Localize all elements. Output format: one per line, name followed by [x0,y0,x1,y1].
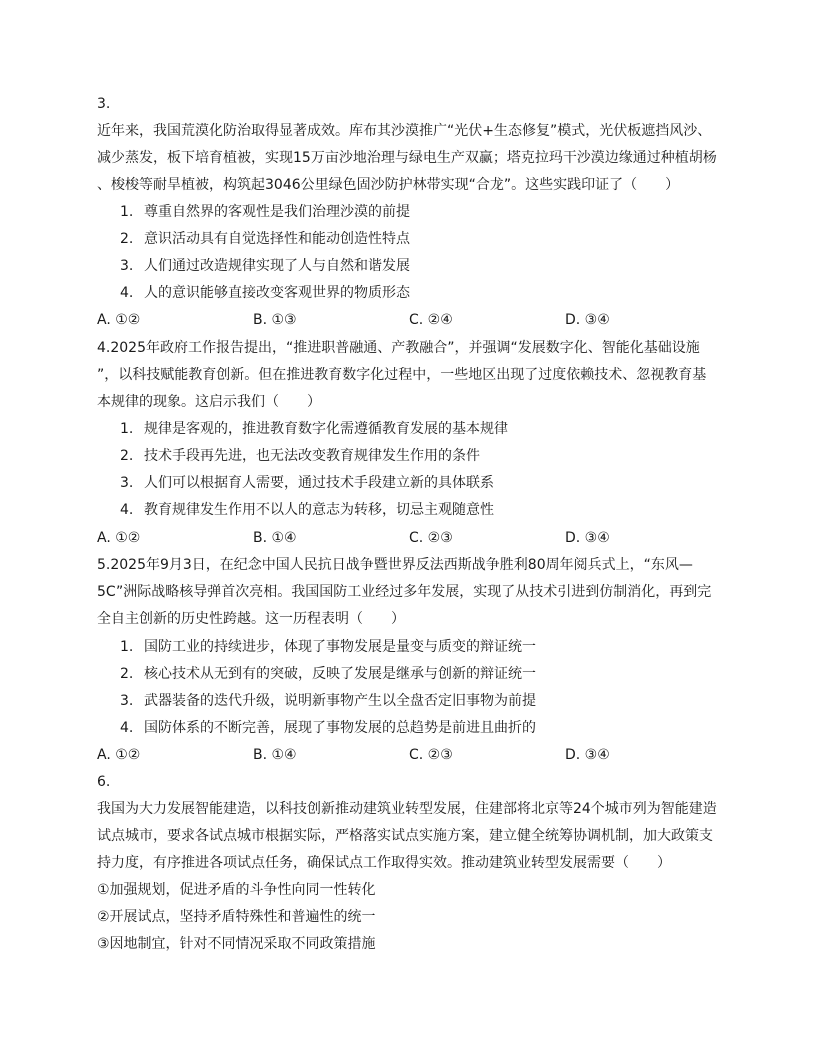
q5-stem-line-1: 5.2025年9月3日，在纪念中国人民抗日战争暨世界反法西斯战争胜利80周年阅兵式上，“东风— [97,557,693,573]
q5-item-1 [120,637,536,657]
q3-stem-line-2: 减少蒸发，板下培育植被，实现15万亩沙地治理与绿电生产双赢；塔克拉玛干沙漠边缘通过种植胡杨 [97,150,717,166]
q6-item-3: ③因地制宜，针对不同情况采取不同政策措施 [97,936,376,952]
q5-item-4-number: 4. [120,720,134,736]
q3-item-4-number: 4. [120,285,134,301]
q5-options [97,745,717,765]
q3-item-4-text: 人的意识能够直接改变客观世界的物质形态 [144,285,410,301]
q3-item-1-number: 1. [120,204,134,220]
q6-stem-line-1: 我国为大力发展智能建造，以科技创新推动建筑业转型发展，住建部将北京等24个城市列为智能建造 [97,801,717,817]
q4-item-4-text: 教育规律发生作用不以人的意志为转移，切忌主观随意性 [144,502,494,518]
q5-item-2-text: 核心技术从无到有的突破，反映了发展是继承与创新的辩证统一 [144,666,536,682]
q5-option-a[interactable]: A. ①② [97,747,141,763]
q4-option-a[interactable]: A. ①② [97,530,141,546]
q5-stem-line-3: 全自主创新的历史性跨越。这一历程表明（ ） [97,611,405,627]
q4-item-1-number: 1. [120,421,134,437]
q4-item-4 [120,500,494,520]
q3-option-c[interactable]: C. ②④ [409,312,453,328]
q3-stem-line-3: 、梭梭等耐旱植被，构筑起3046公里绿色固沙防护林带实现“合龙”。这些实践印证了（ ） [97,177,680,193]
q6-stem-line-3: 持力度，有序推进各项试点任务，确保试点工作取得实效。推动建筑业转型发展需要（ ） [97,855,671,871]
q3-item-2 [120,229,410,249]
q5-item-3 [120,691,536,711]
q5-item-1-number: 1. [120,639,134,655]
q3-option-a[interactable]: A. ①② [97,312,141,328]
q4-item-1 [120,419,508,439]
q4-item-2-text: 技术手段再先进，也无法改变教育规律发生作用的条件 [144,448,480,464]
q5-item-4-text: 国防体系的不断完善，展现了事物发展的总趋势是前进且曲折的 [144,720,536,736]
q3-item-3 [120,256,410,276]
q4-stem-line-3: 本规律的现象。这启示我们（ ） [97,394,321,410]
q5-item-2 [120,664,536,684]
q5-option-c[interactable]: C. ②③ [409,747,453,763]
q5-option-d[interactable]: D. ③④ [565,747,610,763]
q4-item-2 [120,446,480,466]
q4-item-3-number: 3. [120,475,134,491]
q4-stem-line-1: 4.2025年政府工作报告提出，“推进职普融通、产教融合”，并强调“发展数字化、智能化基础设施 [97,340,700,356]
q5-item-3-number: 3. [120,693,134,709]
q4-item-2-number: 2. [120,448,134,464]
q4-option-b[interactable]: B. ①④ [253,530,297,546]
q6-number: 6. [97,774,111,790]
q5-item-2-number: 2. [120,666,134,682]
q3-option-b[interactable]: B. ①③ [253,312,297,328]
q5-item-3-text: 武器装备的迭代升级，说明新事物产生以全盘否定旧事物为前提 [144,693,536,709]
q3-item-1 [120,202,410,222]
q5-option-b[interactable]: B. ①④ [253,747,297,763]
q6-stem-line-2: 试点城市，要求各试点城市根据实际，严格落实试点实施方案，建立健全统筹协调机制，加大政策支 [97,828,713,844]
q3-number: 3. [97,96,111,112]
q4-options [97,528,717,548]
q3-item-2-number: 2. [120,231,134,247]
q5-stem-line-2: 5C”洲际战略核导弹首次亮相。我国国防工业经过多年发展，实现了从技术引进到仿制消化，再到完 [97,584,712,600]
q4-option-c[interactable]: C. ②③ [409,530,453,546]
q3-item-1-text: 尊重自然界的客观性是我们治理沙漠的前提 [144,204,410,220]
q3-options [97,310,717,330]
q5-item-4 [120,718,536,738]
q4-stem-line-2: ”，以科技赋能教育创新。但在推进教育数字化过程中，一些地区出现了过度依赖技术、忽视教育基 [97,367,707,383]
q3-item-3-number: 3. [120,258,134,274]
q3-item-3-text: 人们通过改造规律实现了人与自然和谐发展 [144,258,410,274]
q4-item-3-text: 人们可以根据育人需要，通过技术手段建立新的具体联系 [144,475,494,491]
q3-option-d[interactable]: D. ③④ [565,312,610,328]
q4-item-4-number: 4. [120,502,134,518]
q3-item-4 [120,283,410,303]
q6-item-1: ①加强规划，促进矛盾的斗争性向同一性转化 [97,882,376,898]
q4-item-3 [120,473,494,493]
q5-item-1-text: 国防工业的持续进步，体现了事物发展是量变与质变的辩证统一 [144,639,536,655]
q3-item-2-text: 意识活动具有自觉选择性和能动创造性特点 [144,231,410,247]
q3-stem-line-1: 近年来，我国荒漠化防治取得显著成效。库布其沙漠推广“光伏+生态修复”模式，光伏板遮挡风沙、 [97,123,712,139]
q4-item-1-text: 规律是客观的，推进教育数字化需遵循教育发展的基本规律 [144,421,508,437]
q6-item-2: ②开展试点，坚持矛盾特殊性和普遍性的统一 [97,909,376,925]
q4-option-d[interactable]: D. ③④ [565,530,610,546]
